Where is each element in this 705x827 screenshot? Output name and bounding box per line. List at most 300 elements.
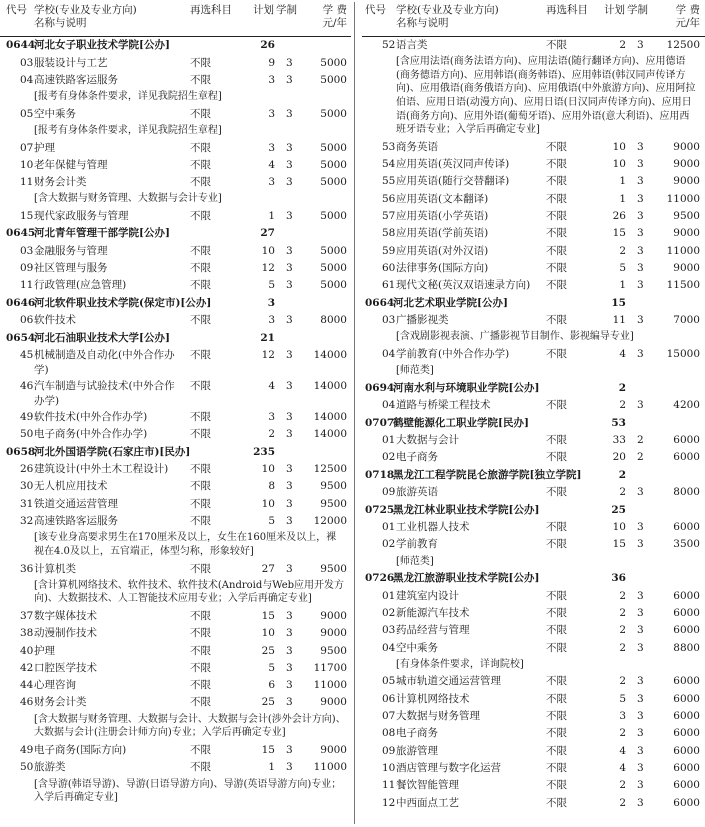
tuition-fee: 9000 xyxy=(673,175,700,188)
plan-count: 1 xyxy=(619,279,626,292)
header-years: 学制 xyxy=(276,4,297,16)
plan-count: 2 xyxy=(619,589,626,602)
study-years: 3 xyxy=(637,624,644,637)
major-name: 应用英语(随行交替翻译) xyxy=(396,175,510,188)
major-name: 应用英语(对外汉语) xyxy=(396,244,489,257)
school-code: 0658 xyxy=(6,445,36,458)
major-name: 社区管理与服务 xyxy=(34,262,108,275)
tuition-fee: 6000 xyxy=(673,606,700,619)
plan-count: 2 xyxy=(619,675,626,688)
header-subject: 再选科目 xyxy=(190,4,232,16)
major-name: 老年保健与管理 xyxy=(34,158,108,171)
major-name: 护理 xyxy=(34,141,55,154)
header-name-line2: 名称与说明 xyxy=(396,17,449,29)
left-column xyxy=(0,0,351,807)
subject-req: 不限 xyxy=(190,515,211,528)
study-years: 3 xyxy=(286,696,293,709)
tuition-fee: 5000 xyxy=(320,141,347,154)
plan-count: 2 xyxy=(619,39,626,51)
plan-count: 4 xyxy=(619,744,626,757)
major-note: [师范类] xyxy=(396,365,434,377)
study-years: 3 xyxy=(637,192,644,205)
school-plan: 15 xyxy=(611,296,626,309)
major-code: 30 xyxy=(20,480,34,493)
major-name: 餐饮智能管理 xyxy=(396,779,459,792)
plan-count: 4 xyxy=(619,761,626,774)
subject-req: 不限 xyxy=(546,779,567,792)
plan-count: 3 xyxy=(268,73,275,86)
plan-count: 10 xyxy=(612,521,626,533)
subject-req: 不限 xyxy=(546,192,567,205)
tuition-fee: 5000 xyxy=(320,158,347,171)
plan-count: 1 xyxy=(268,761,275,774)
major-row xyxy=(0,608,351,625)
major-code: 26 xyxy=(20,463,34,476)
major-name: 现代文秘(英汉双语速录方向) xyxy=(396,279,531,292)
major-row xyxy=(362,312,705,329)
major-row xyxy=(362,397,705,414)
school-code: 0664 xyxy=(365,296,395,309)
major-code: 02 xyxy=(382,451,396,464)
plan-count: 2 xyxy=(619,796,626,809)
study-years: 3 xyxy=(637,589,644,602)
school-row xyxy=(362,295,705,313)
tuition-fee: 9000 xyxy=(673,227,700,240)
plan-count: 10 xyxy=(261,497,275,510)
study-years: 3 xyxy=(637,521,644,533)
study-years: 3 xyxy=(637,175,644,188)
tuition-fee: 8000 xyxy=(320,314,347,327)
major-name: 护理 xyxy=(34,644,55,657)
major-code: 03 xyxy=(382,624,396,637)
major-code: 11 xyxy=(20,176,34,189)
tuition-fee: 6000 xyxy=(673,451,700,464)
study-years: 3 xyxy=(286,610,293,622)
study-years: 3 xyxy=(637,210,644,223)
major-row xyxy=(362,173,705,190)
major-name: 酒店管理与数字化运营 xyxy=(396,761,501,774)
study-years: 3 xyxy=(286,515,293,528)
school-code: 0726 xyxy=(365,572,395,585)
major-name: 语言类 xyxy=(396,39,428,51)
major-code: 09 xyxy=(382,744,396,757)
major-name: 应用英语(学前英语) xyxy=(396,227,489,240)
study-years: 3 xyxy=(286,73,293,86)
tuition-fee: 11000 xyxy=(313,679,347,692)
header-fee-line2: 元/年 xyxy=(322,17,347,29)
study-years: 3 xyxy=(286,314,293,327)
major-row xyxy=(0,174,351,191)
header-name-line2: 名称与说明 xyxy=(34,17,87,29)
plan-count: 20 xyxy=(612,451,626,464)
tuition-fee: 9500 xyxy=(320,497,347,510)
subject-req: 不限 xyxy=(546,227,567,240)
subject-req: 不限 xyxy=(546,761,567,774)
major-note: [含计算机网络技术、软件技术、软件技术(Android与Web应用开发方向)、大数据技术、人工智能技术应用专业；入学后再确定专业] xyxy=(34,579,345,605)
tuition-fee: 5000 xyxy=(320,210,347,223)
major-row xyxy=(0,677,351,694)
major-row xyxy=(0,260,351,277)
subject-req: 不限 xyxy=(546,727,567,740)
header-fee xyxy=(295,4,347,30)
tuition-fee: 12000 xyxy=(313,515,347,528)
subject-req: 不限 xyxy=(190,679,211,692)
plan-count: 1 xyxy=(619,175,626,188)
tuition-fee: 6000 xyxy=(673,624,700,637)
major-code: 04 xyxy=(20,73,34,86)
subject-req: 不限 xyxy=(190,610,211,622)
school-name: 河北青年管理干部学院[公办] xyxy=(34,227,170,240)
major-name: 软件技术 xyxy=(34,314,76,327)
tuition-fee: 11700 xyxy=(313,661,347,674)
study-years: 3 xyxy=(637,779,644,792)
major-code: 61 xyxy=(382,279,396,292)
subject-req: 不限 xyxy=(546,39,567,51)
study-years: 3 xyxy=(286,141,293,154)
major-row xyxy=(0,742,351,759)
plan-count: 3 xyxy=(268,107,275,120)
study-years: 3 xyxy=(286,562,293,575)
major-row xyxy=(0,625,351,642)
tuition-fee: 5000 xyxy=(320,107,347,120)
school-name: 河北外国语学院(石家庄市)[民办] xyxy=(34,445,191,458)
subject-req: 不限 xyxy=(190,176,211,189)
plan-count: 10 xyxy=(261,627,275,640)
major-row xyxy=(0,660,351,677)
plan-count: 33 xyxy=(612,434,626,447)
subject-req: 不限 xyxy=(546,451,567,464)
major-row xyxy=(362,708,705,725)
major-row xyxy=(0,461,351,478)
tuition-fee: 12500 xyxy=(666,39,700,51)
school-row xyxy=(362,502,705,520)
plan-count: 4 xyxy=(268,158,275,171)
major-row xyxy=(362,777,705,794)
plan-count: 15 xyxy=(261,743,275,756)
major-code: 11 xyxy=(20,279,34,292)
major-code: 42 xyxy=(20,661,34,674)
plan-count: 4 xyxy=(268,380,275,393)
plan-count: 15 xyxy=(261,610,275,622)
major-code: 02 xyxy=(382,538,396,551)
study-years: 3 xyxy=(286,679,293,692)
major-note: [报考有身体条件要求，详见我院招生章程] xyxy=(34,124,222,136)
header-code: 代号 xyxy=(365,4,386,16)
school-row xyxy=(0,444,351,462)
major-row xyxy=(362,725,705,742)
plan-count: 12 xyxy=(261,349,275,362)
tuition-fee: 5000 xyxy=(320,73,347,86)
subject-req: 不限 xyxy=(190,380,211,393)
major-name: 城市轨道交通运营管理 xyxy=(396,675,501,688)
school-plan: 21 xyxy=(260,331,275,344)
tuition-fee: 7000 xyxy=(673,314,700,327)
major-code: 38 xyxy=(20,627,34,640)
major-row xyxy=(362,536,705,553)
header-code: 代号 xyxy=(6,4,27,16)
subject-req: 不限 xyxy=(546,244,567,257)
study-years: 3 xyxy=(286,279,293,292)
major-row xyxy=(0,759,351,776)
major-code: 50 xyxy=(20,761,34,774)
major-row xyxy=(362,795,705,812)
major-code: 52 xyxy=(382,39,396,51)
plan-count: 2 xyxy=(619,624,626,637)
major-name: 中西面点工艺 xyxy=(396,796,459,809)
subject-req: 不限 xyxy=(546,521,567,533)
major-code: 46 xyxy=(20,380,34,393)
major-code: 57 xyxy=(382,210,396,223)
major-code: 50 xyxy=(20,428,34,441)
study-years: 3 xyxy=(286,761,293,774)
plan-count: 3 xyxy=(268,176,275,189)
major-name: 商务英语 xyxy=(396,140,438,153)
school-row xyxy=(0,225,351,243)
plan-count: 15 xyxy=(612,227,626,240)
major-code: 11 xyxy=(382,779,396,792)
tuition-fee: 6000 xyxy=(673,727,700,740)
study-years: 3 xyxy=(286,497,293,510)
plan-count: 5 xyxy=(619,692,626,705)
study-years: 3 xyxy=(637,641,644,654)
major-name: 新能源汽车技术 xyxy=(396,606,470,619)
subject-req: 不限 xyxy=(190,761,211,774)
major-name: 高速铁路客运服务 xyxy=(34,515,118,528)
header-name-line1: 学校(专业及专业方向) xyxy=(396,4,499,16)
major-name: 应用英语(小学英语) xyxy=(396,210,489,223)
major-row xyxy=(362,484,705,501)
plan-count: 10 xyxy=(612,140,626,153)
study-years: 3 xyxy=(637,675,644,688)
study-years: 3 xyxy=(286,627,293,640)
study-years: 3 xyxy=(637,347,644,360)
major-code: 07 xyxy=(20,141,34,154)
subject-req: 不限 xyxy=(546,399,567,412)
major-row xyxy=(362,260,705,277)
study-years: 3 xyxy=(637,140,644,153)
school-name: 黑龙江林业职业技术学院[公办] xyxy=(393,503,540,516)
major-name: 药品经营与管理 xyxy=(396,624,470,637)
major-code: 09 xyxy=(20,262,34,275)
subject-req: 不限 xyxy=(190,262,211,275)
subject-req: 不限 xyxy=(546,175,567,188)
plan-count: 2 xyxy=(619,641,626,654)
study-years: 2 xyxy=(637,434,644,447)
plan-count: 25 xyxy=(261,696,275,709)
major-code: 03 xyxy=(20,56,34,69)
major-code: 01 xyxy=(382,521,396,533)
study-years: 3 xyxy=(286,411,293,424)
major-row xyxy=(0,513,351,530)
major-row xyxy=(362,156,705,173)
school-plan: 53 xyxy=(611,416,626,429)
major-name: 机械制造及自动化(中外合作办学) xyxy=(34,349,175,377)
tuition-fee: 15000 xyxy=(666,347,700,360)
major-note: [有身体条件要求，详询院校] xyxy=(396,658,524,670)
study-years: 3 xyxy=(286,743,293,756)
subject-req: 不限 xyxy=(190,244,211,257)
subject-req: 不限 xyxy=(546,279,567,292)
major-code: 60 xyxy=(382,261,396,274)
tuition-fee: 6000 xyxy=(673,761,700,774)
major-row xyxy=(0,243,351,260)
major-row xyxy=(0,312,351,329)
school-row xyxy=(362,415,705,433)
tuition-fee: 8800 xyxy=(673,641,700,654)
study-years: 3 xyxy=(637,158,644,171)
school-row xyxy=(0,37,351,55)
school-row xyxy=(0,330,351,348)
major-name: 法律事务(国际方向) xyxy=(396,261,489,274)
header-fee-line1: 学 费 xyxy=(322,4,347,16)
tuition-fee: 11500 xyxy=(666,279,700,292)
tuition-fee: 5000 xyxy=(320,176,347,189)
tuition-fee: 11000 xyxy=(666,192,700,205)
school-code: 0644 xyxy=(6,39,36,51)
major-row xyxy=(362,691,705,708)
major-code: 01 xyxy=(382,434,396,447)
major-code: 46 xyxy=(20,696,34,709)
plan-count: 26 xyxy=(612,210,626,223)
major-row xyxy=(0,140,351,157)
major-note: [报考有身体条件要求，详见我院招生章程] xyxy=(34,91,222,103)
study-years: 3 xyxy=(637,486,644,499)
tuition-fee: 6000 xyxy=(673,710,700,723)
major-note: [含大数据与财务管理、大数据与会计、大数据与会计(涉外会计方向)、大数据与会计(注册会计师方向)专业；入学后再确定专业] xyxy=(34,713,346,739)
study-years: 3 xyxy=(637,796,644,809)
major-name: 铁道交通运营管理 xyxy=(34,497,118,510)
major-code: 37 xyxy=(20,610,34,622)
major-row xyxy=(362,519,705,536)
subject-req: 不限 xyxy=(190,497,211,510)
major-code: 55 xyxy=(382,175,396,188)
study-years: 3 xyxy=(286,107,293,120)
study-years: 3 xyxy=(637,761,644,774)
major-name: 口腔医学技术 xyxy=(34,661,97,674)
major-name: 学前教育 xyxy=(396,538,438,551)
major-name: 金融服务与管理 xyxy=(34,244,108,257)
major-code: 53 xyxy=(382,140,396,153)
right-column xyxy=(362,0,705,812)
plan-count: 2 xyxy=(619,727,626,740)
major-name: 广播影视类 xyxy=(396,314,449,327)
major-name: 计算机网络技术 xyxy=(396,692,470,705)
major-code: 54 xyxy=(382,158,396,171)
tuition-fee: 5000 xyxy=(320,262,347,275)
major-code: 09 xyxy=(382,486,396,499)
tuition-fee: 9500 xyxy=(320,644,347,657)
study-years: 3 xyxy=(286,644,293,657)
major-row xyxy=(0,643,351,660)
subject-req: 不限 xyxy=(190,210,211,223)
major-name: 应用英语(英汉同声传译) xyxy=(396,158,510,171)
plan-count: 5 xyxy=(619,261,626,274)
tuition-fee: 11000 xyxy=(666,244,700,257)
study-years: 3 xyxy=(637,314,644,327)
tuition-fee: 9000 xyxy=(320,627,347,640)
plan-count: 3 xyxy=(619,710,626,723)
subject-req: 不限 xyxy=(190,743,211,756)
subject-req: 不限 xyxy=(190,661,211,674)
subject-req: 不限 xyxy=(546,589,567,602)
tuition-fee: 12500 xyxy=(313,463,347,476)
study-years: 3 xyxy=(286,244,293,257)
plan-count: 10 xyxy=(612,158,626,171)
school-code: 0646 xyxy=(6,296,36,309)
school-plan: 2 xyxy=(618,381,626,394)
subject-req: 不限 xyxy=(546,744,567,757)
tuition-fee: 6000 xyxy=(673,779,700,792)
major-code: 03 xyxy=(382,314,396,327)
tuition-fee: 6000 xyxy=(673,796,700,809)
subject-req: 不限 xyxy=(190,480,211,493)
major-row xyxy=(362,139,705,156)
study-years: 3 xyxy=(637,244,644,257)
study-years: 3 xyxy=(637,279,644,292)
major-note: [含戏剧影视表演、广播影视节目制作、影视编导专业] xyxy=(396,331,634,343)
major-code: 03 xyxy=(20,244,34,257)
plan-count: 27 xyxy=(261,562,275,575)
study-years: 3 xyxy=(637,399,644,412)
school-plan: 25 xyxy=(611,503,626,516)
header-fee-line1: 学 费 xyxy=(675,4,700,16)
header-years: 学制 xyxy=(627,4,648,16)
major-code: 06 xyxy=(382,692,396,705)
major-row xyxy=(0,378,351,409)
study-years: 3 xyxy=(637,538,644,551)
major-name: 大数据与财务管理 xyxy=(396,710,480,723)
tuition-fee: 6000 xyxy=(673,521,700,533)
major-row xyxy=(0,106,351,123)
subject-req: 不限 xyxy=(190,428,211,441)
major-row xyxy=(0,478,351,495)
major-row xyxy=(0,55,351,72)
plan-count: 3 xyxy=(268,411,275,424)
subject-req: 不限 xyxy=(546,710,567,723)
subject-req: 不限 xyxy=(190,73,211,86)
major-row xyxy=(0,277,351,294)
school-code: 0725 xyxy=(365,503,395,516)
subject-req: 不限 xyxy=(546,538,567,551)
school-code: 0645 xyxy=(6,227,36,240)
major-code: 44 xyxy=(20,679,34,692)
major-name: 现代家政服务与管理 xyxy=(34,210,129,223)
major-name: 旅游管理 xyxy=(396,744,438,757)
plan-count: 25 xyxy=(261,644,275,657)
major-name: 财务会计类 xyxy=(34,696,87,709)
major-name: 电子商务 xyxy=(396,451,438,464)
school-code: 0654 xyxy=(6,331,36,344)
major-name: 心理咨询 xyxy=(34,679,76,692)
major-code: 40 xyxy=(20,644,34,657)
study-years: 3 xyxy=(637,744,644,757)
major-note: [含应用法语(商务法语方向)、应用法语(随行翻译方向)、应用德语(商务德语方向)、应用韩语(商务韩语)、应用韩语(韩汉同声传译方向)、应用俄语(商务俄语方向)、应用俄语(中外旅游方向)、应用阿拉伯语、应用日语(动漫方向)、应用日语(日汉同声传译方向)、应用日语(商务方向)、应用外语(葡萄牙语)、应用外语(意大利语)、应用西班牙语专业；入学后再确定专业] xyxy=(396,56,696,136)
major-row xyxy=(362,225,705,242)
subject-req: 不限 xyxy=(190,279,211,292)
subject-req: 不限 xyxy=(546,434,567,447)
tuition-fee: 9500 xyxy=(320,562,347,575)
plan-count: 2 xyxy=(619,486,626,499)
major-row xyxy=(0,208,351,225)
subject-req: 不限 xyxy=(546,210,567,223)
tuition-fee: 5000 xyxy=(320,244,347,257)
plan-count: 5 xyxy=(268,279,275,292)
major-name: 汽车制造与试验技术(中外合作办学) xyxy=(34,380,175,408)
plan-count: 3 xyxy=(268,314,275,327)
header-name-line1: 学校(专业及专业方向) xyxy=(34,4,137,16)
major-row xyxy=(362,277,705,294)
major-name: 行政管理(应急管理) xyxy=(34,279,127,292)
